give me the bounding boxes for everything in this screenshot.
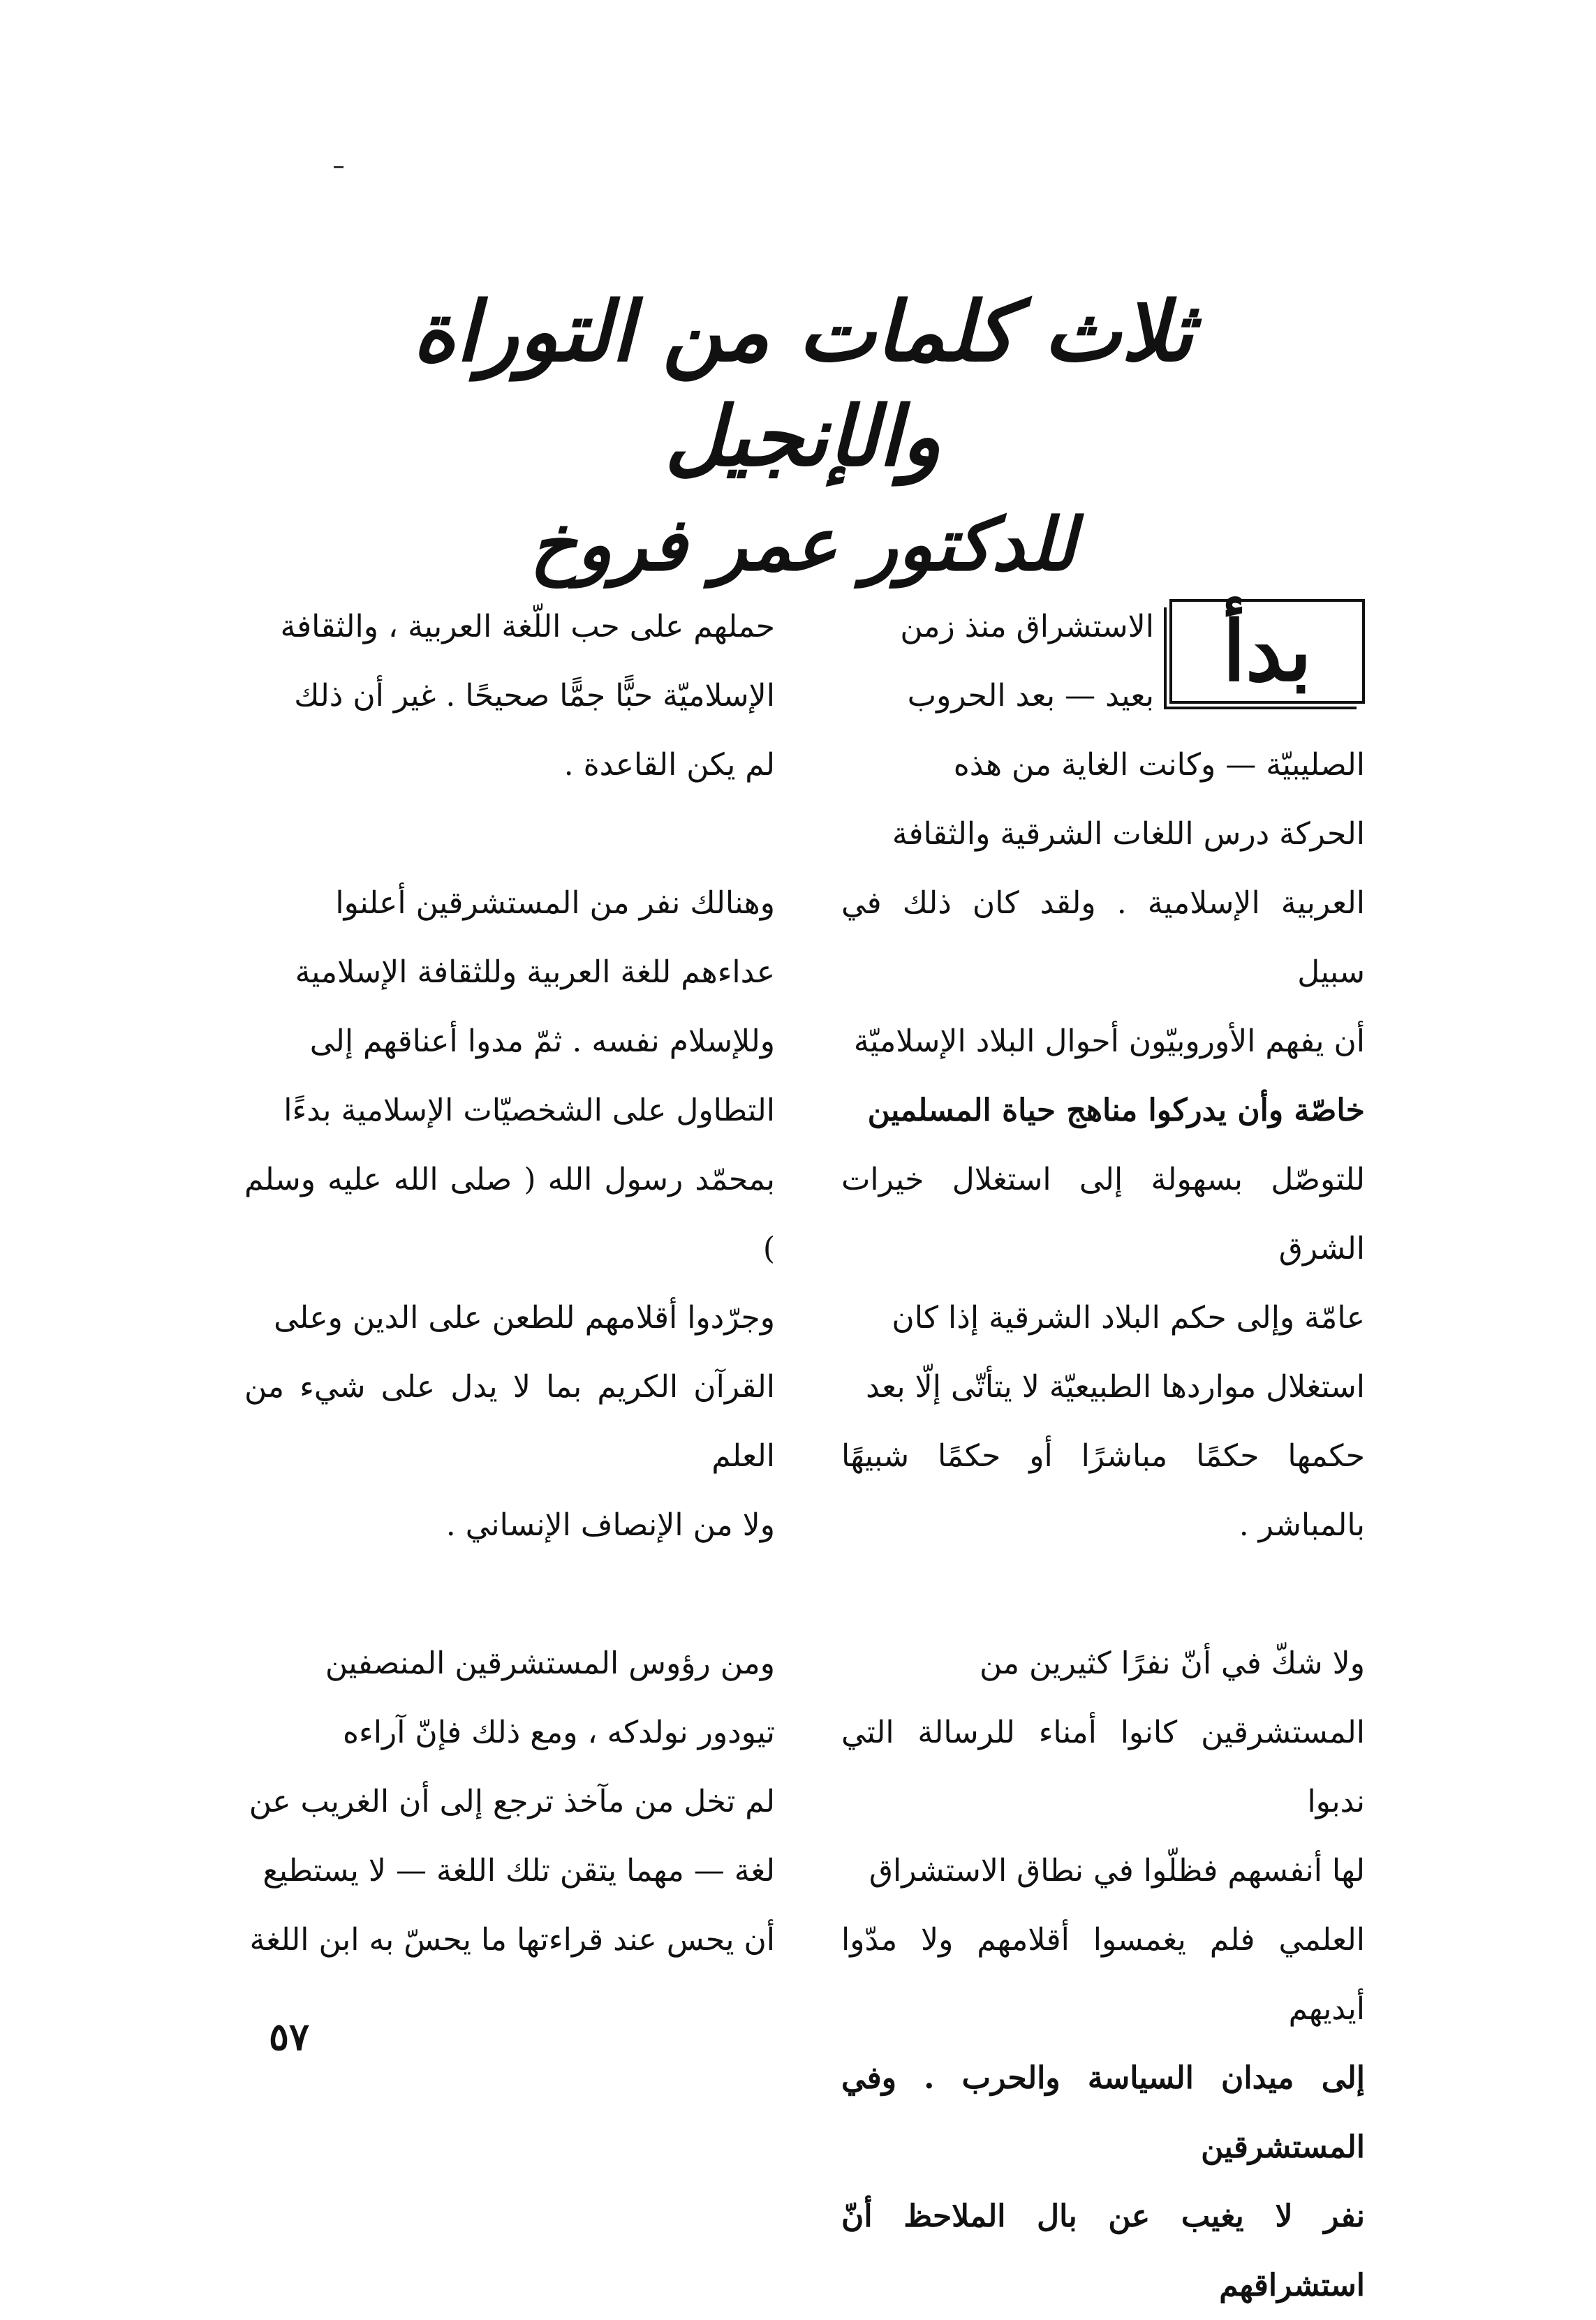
right-paragraph-2	[841, 1629, 1365, 2320]
text-line: عداءهم للغة العربية وللثقافة الإسلامية	[295, 954, 775, 990]
paragraph-gap	[244, 1560, 775, 1629]
right-column	[841, 592, 1365, 2320]
text-line: لم تخل من مآخذ ترجع إلى أن الغريب عن	[249, 1784, 775, 1819]
text-line: الحركة درس اللغات الشرقية والثقافة	[892, 816, 1365, 852]
text-line: بعيد — بعد الحروب	[907, 678, 1154, 714]
text-line: حملهم على حب اللّغة العربية ، والثقافة	[280, 609, 775, 644]
title-author: للدكتور عمر فروخ	[530, 501, 1076, 587]
text-line: الصليبيّة — وكانت الغاية من هذه	[953, 747, 1365, 783]
dropcap-letter: بدأ	[1222, 603, 1312, 700]
article-title	[391, 279, 1215, 593]
right-paragraph-1	[841, 592, 1365, 1560]
text-line: لغة — مهما يتقن تلك اللغة — لا يستطيع	[263, 1853, 775, 1889]
text-line: استغلال مواردها الطبيعيّة لا يتأتّى إلّا بعد	[866, 1369, 1365, 1405]
page-number: ٥٧	[269, 2014, 310, 2059]
text-line: وللإسلام نفسه . ثمّ مدوا أعناقهم إلى	[309, 1024, 775, 1059]
text-line: للتوصّل بسهولة إلى استغلال خيرات الشرق	[841, 1162, 1365, 1266]
text-line: ومن رؤوس المستشرقين المنصفين	[325, 1646, 775, 1681]
text-line: لم يكن القاعدة .	[563, 747, 775, 783]
text-line: ولا من الإنصاف الإنساني .	[445, 1507, 775, 1543]
text-line: أن يفهم الأوروبيّون أحوال البلاد الإسلاميّة	[853, 1024, 1365, 1059]
text-line: عامّة وإلى حكم البلاد الشرقية إذا كان	[892, 1300, 1365, 1336]
text-line: لها أنفسهم فظلّوا في نطاق الاستشراق	[869, 1853, 1365, 1889]
paragraph-gap	[841, 1560, 1365, 1629]
title-main: ثلاث كلمات من التوراة والإنجيل	[412, 283, 1193, 485]
left-paragraph-2	[244, 869, 775, 1560]
text-line: وهنالك نفر من المستشرقين أعلنوا	[335, 885, 775, 921]
text-line: تيودور نولدكه ، ومع ذلك فإنّ آراءه	[343, 1715, 775, 1750]
text-line: الاستشراق منذ زمن	[900, 609, 1154, 644]
text-line: المستشرقين كانوا أمناء للرسالة التي ندبوا	[841, 1715, 1365, 1819]
text-line: خاصّة وأن يدركوا مناهج حياة المسلمين	[867, 1093, 1365, 1128]
text-line: القرآن الكريم بما لا يدل على شيء من العلم	[244, 1369, 775, 1474]
text-line: الإسلاميّة حبًّا جمًّا صحيحًا . غير أن ذلك	[294, 678, 775, 714]
scan-speck	[334, 166, 343, 168]
text-line: حكمها حكمًا مباشرًا أو حكمًا شبيهًا بالمباشر .	[841, 1438, 1365, 1543]
dropcap-box	[1169, 599, 1365, 704]
paragraph-gap	[244, 799, 775, 869]
text-line: بمحمّد رسول الله ( صلى الله عليه وسلم )	[244, 1162, 775, 1266]
text-line: التطاول على الشخصيّات الإسلامية بدءًا	[283, 1093, 775, 1128]
text-line: إلى ميدان السياسة والحرب . وفي المستشرقين	[841, 2060, 1365, 2165]
text-line: أن يحس عند قراءتها ما يحسّ به ابن اللغة	[249, 1922, 775, 1958]
text-line: نفر لا يغيب عن بال الملاحظ أنّ استشراقهم	[841, 2199, 1365, 2303]
text-line: العلمي فلم يغمسوا أقلامهم ولا مدّوا أيديهم	[841, 1922, 1365, 2027]
left-paragraph-1	[244, 592, 775, 799]
left-column	[244, 592, 775, 1974]
text-line: وجرّدوا أقلامهم للطعن على الدين وعلى	[274, 1300, 775, 1336]
text-line: ولا شكّ في أنّ نفرًا كثيرين من	[979, 1646, 1365, 1681]
left-paragraph-3	[244, 1629, 775, 1974]
text-line: العربية الإسلامية . ولقد كان ذلك في سبيل	[841, 885, 1365, 990]
